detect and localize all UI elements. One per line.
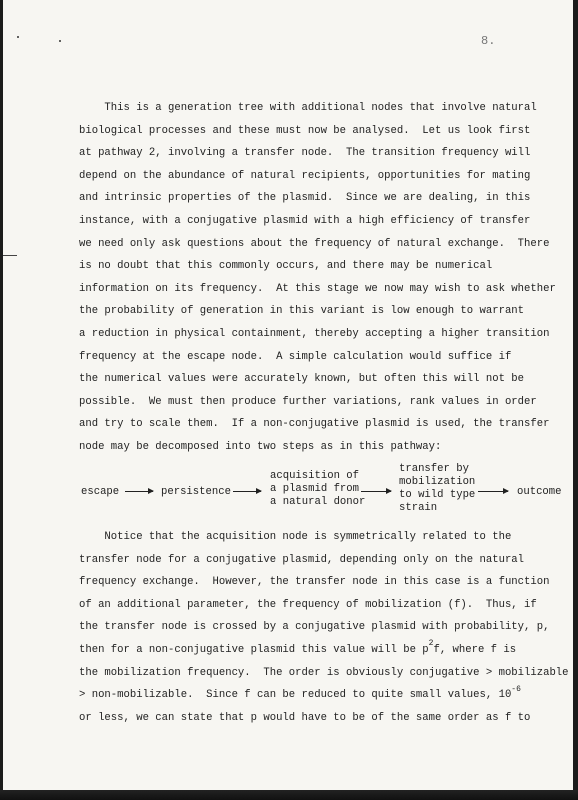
text-line: the mobilization frequency. The order is obviously conjugative > mobilizable — [79, 666, 569, 679]
text-line: or less, we can state that p would have to be of the same order as f to — [79, 711, 531, 724]
text-line: and try to scale them. If a non-conjugative plasmid is used, the transfer — [79, 418, 550, 431]
node-acquisition: acquisition of a plasmid from a natural donor — [270, 470, 366, 508]
text-line: the transfer node is crossed by a conjugative plasmid with probability, p, — [79, 621, 550, 634]
text-line: Notice that the acquisition node is symmetrically related to the — [79, 531, 512, 543]
text-line: frequency at the escape node. A simple calculation would suffice if — [79, 350, 512, 363]
page-number: 8. — [481, 34, 496, 48]
text-line — [79, 639, 529, 662]
text-line: we need only ask questions about the frequency of natural exchange. There — [79, 237, 550, 250]
text-line: and intrinsic properties of the plasmid. Since we are dealing, in this — [79, 192, 531, 205]
speck — [17, 36, 19, 38]
node-outcome: outcome — [517, 486, 562, 498]
text-segment: > non-mobilizable. Since f can be reduced to quite small values, 10 — [79, 689, 512, 702]
arrow — [233, 491, 261, 492]
text-line: depend on the abundance of natural recipients, opportunities for mating — [79, 169, 531, 182]
paragraph-1 — [79, 97, 556, 459]
superscript: -6 — [511, 684, 521, 694]
text-line: the numerical values were accurately known, but often this will not be — [79, 373, 525, 386]
text-line: of an additional parameter, the frequency of mobilization (f). Thus, if — [79, 598, 537, 611]
text-line: node may be decomposed into two steps as in this pathway: — [79, 440, 442, 453]
arrow — [125, 491, 153, 492]
text-line: transfer node for a conjugative plasmid, depending only on the natural — [79, 553, 525, 566]
node-escape: escape — [81, 486, 120, 498]
pathway-diagram — [81, 460, 561, 520]
text-line: a reduction in physical containment, thereby accepting a higher transition — [79, 327, 550, 340]
text-line: the probability of generation in this variant is low enough to warrant — [79, 305, 525, 318]
margin-mark — [3, 255, 17, 256]
paragraph-2 — [79, 526, 569, 729]
arrow — [478, 491, 508, 492]
text-line: is no doubt that this commonly occurs, and there may be numerical — [79, 260, 493, 273]
text-line: This is a generation tree with additional nodes that involve natural — [79, 102, 537, 114]
page-edge — [0, 790, 578, 800]
node-transfer: transfer by mobilization to wild type strain — [399, 463, 476, 514]
superscript: 2 — [428, 639, 434, 649]
text-line: biological processes and these must now be analysed. Let us look first — [79, 124, 531, 137]
text-line: at pathway 2, involving a transfer node. The transition frequency will — [79, 147, 531, 160]
text-line: information on its frequency. At this stage we now may wish to ask whether — [79, 282, 556, 295]
text-line: possible. We must then produce further variations, rank values in order — [79, 395, 537, 408]
text-line: frequency exchange. However, the transfer node in this case is a function — [79, 576, 550, 589]
text-line — [79, 684, 529, 707]
text-line: instance, with a conjugative plasmid with a high efficiency of transfer — [79, 214, 531, 227]
speck — [59, 40, 61, 42]
text-segment: f, where f is — [433, 643, 517, 656]
document-page — [3, 0, 573, 790]
arrow — [361, 491, 391, 492]
node-persistence: persistence — [161, 486, 231, 498]
text-segment: then for a non-conjugative plasmid this value will be p — [79, 643, 429, 656]
